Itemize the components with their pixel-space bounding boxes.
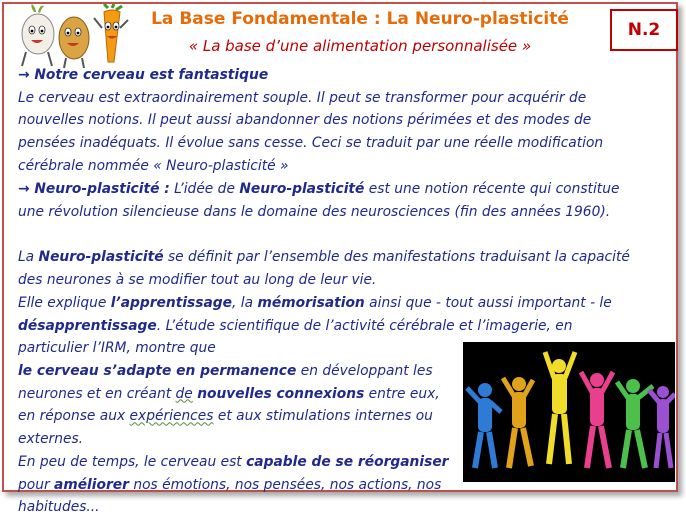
section-definition: [18, 246, 630, 291]
text-run: et aux stimulations internes ou externes.: [18, 408, 433, 448]
arrow-right-icon: →: [18, 181, 30, 197]
arrow-right-icon: →: [18, 67, 30, 83]
bold-term: capable de se réorganiser: [246, 453, 449, 470]
bold-term: nouvelles connexions: [197, 385, 365, 402]
vegetable-mascots-illustration: [12, 4, 132, 70]
text-run: , la: [232, 295, 258, 311]
onion-character-icon: [22, 4, 54, 66]
term-label: Neuro-plasticité :: [34, 181, 170, 197]
text-run: expériences: [129, 408, 214, 425]
bold-term: mémorisation: [257, 295, 365, 311]
text-run: ainsi que - tout aussi important - le: [364, 295, 612, 311]
text-run: entre eux, en réponse aux: [18, 385, 440, 425]
bold-term: améliorer: [54, 476, 129, 493]
carrot-character-icon: [94, 4, 128, 62]
section-fantastic: [18, 64, 630, 178]
section-heading: Notre cerveau est fantastique: [34, 67, 269, 83]
page-subtitle: « La base d’une alimentation personnalisée »: [188, 37, 532, 55]
text-run: L’idée de: [169, 181, 240, 197]
dancing-people-illustration: [463, 342, 675, 482]
text-run: La: [18, 249, 39, 265]
bold-term: désapprentissage: [18, 317, 157, 334]
text-run: Elle explique: [18, 295, 111, 311]
text-run: pour: [18, 476, 55, 493]
text-run: est une notion récente qui constitue une révolution silencieuse dans le domaine des neurosciences (fin des années 1960).: [18, 181, 620, 220]
text-run: en développant les neurones et en créant: [18, 363, 433, 402]
text-run: . L’étude scientifique de l’activité cérébrale et l’imagerie, en particulier l’IRM, montre que: [18, 317, 573, 357]
page-number-badge: N.2: [610, 9, 678, 51]
text-run: nos émotions, nos pensées, nos actions, nos habitudes...: [18, 476, 442, 516]
text-run: de: [175, 385, 193, 402]
text-run: En peu de temps, le cerveau est: [18, 453, 247, 470]
section-adaptation: [18, 360, 458, 519]
section-definition-intro: [18, 178, 630, 223]
text-run: se définit par l’ensemble des manifestations traduisant la capacité des neurones à se modifier tout au long de leur vie.: [18, 249, 630, 288]
page-title: La Base Fondamentale : La Neuro-plasticité: [151, 9, 569, 29]
term-highlight: Neuro-plasticité: [239, 181, 365, 197]
bold-term: le cerveau s’adapte en permanence: [18, 363, 297, 379]
potato-character-icon: [59, 17, 89, 68]
term-highlight: Neuro-plasticité: [38, 249, 164, 265]
section-paragraph: Le cerveau est extraordinairement souple. Il peut se transformer pour acquérir de nouvelles notions. Il peut aussi abandonner des notions périmées et des modes de pensées inadéquats. Il évolue sans cesse. Ceci se traduit par une réelle modification cérébrale nommée « Neuro-plasticité »: [18, 89, 604, 174]
bold-term: l’apprentissage: [110, 295, 233, 311]
